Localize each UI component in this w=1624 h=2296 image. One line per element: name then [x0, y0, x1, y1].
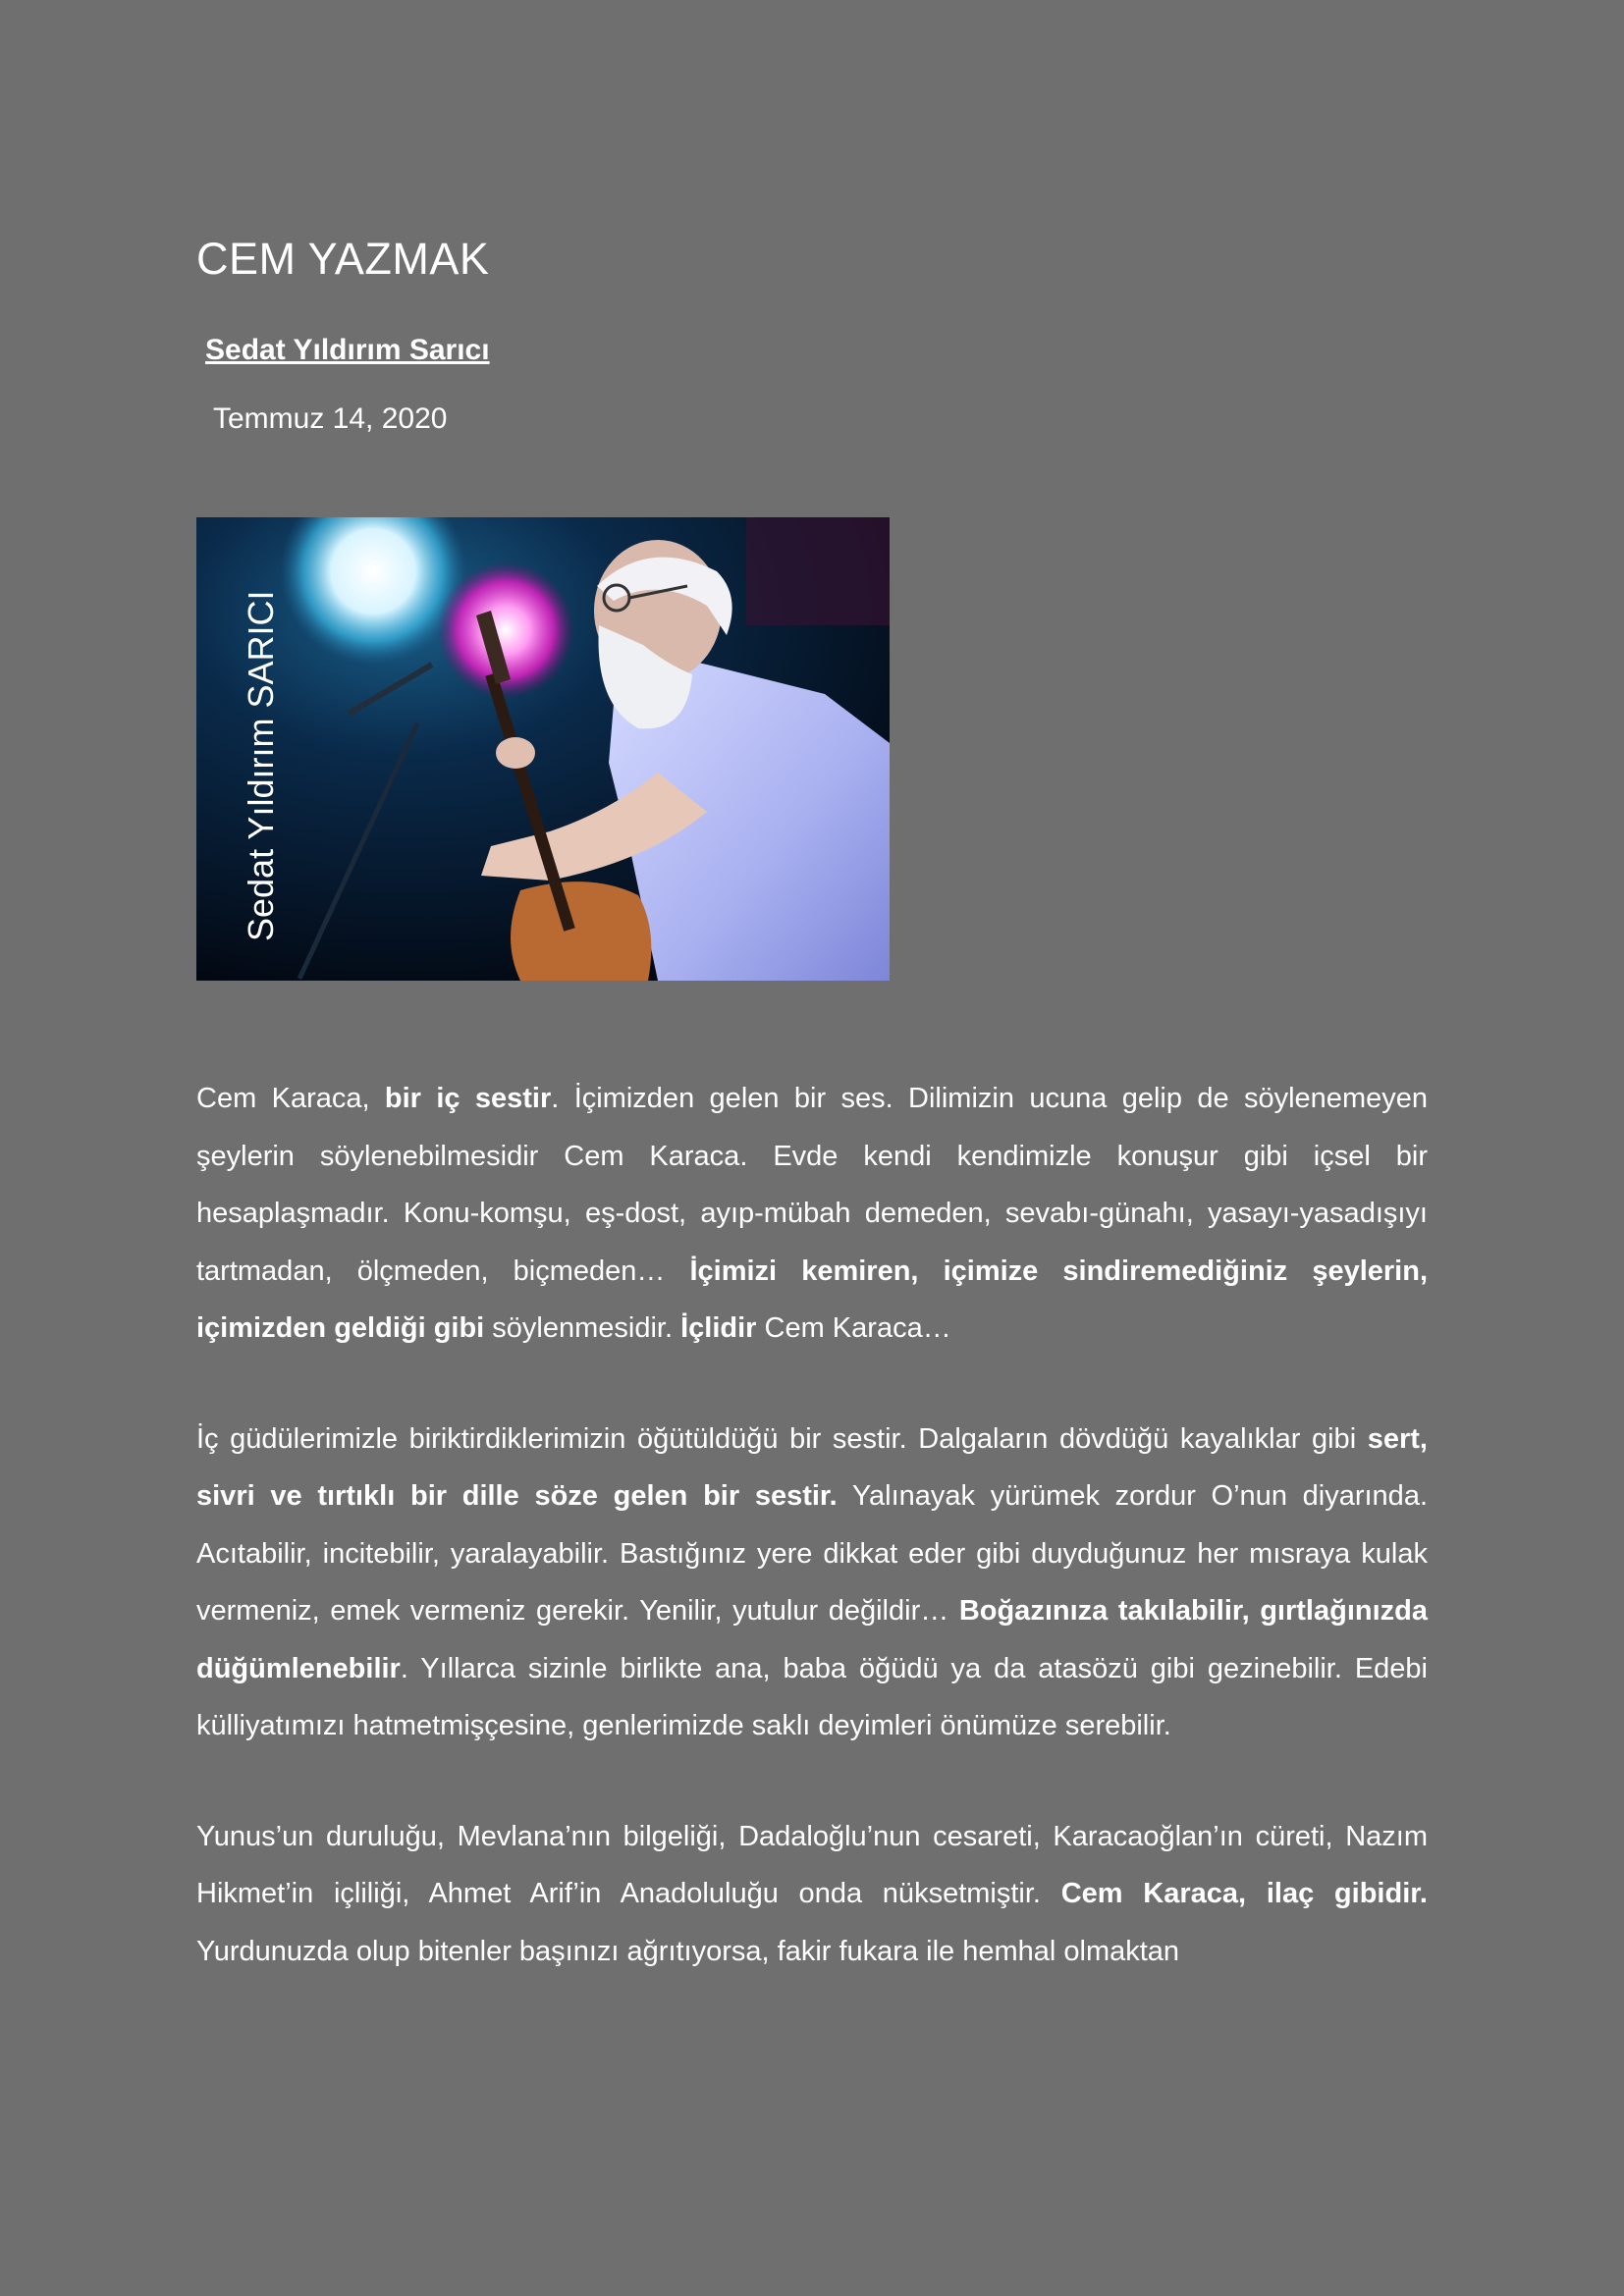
text-run: söylenmesidir. [484, 1312, 681, 1344]
photo-watermark: Sedat Yıldırım SARICI [241, 590, 281, 941]
text-run: İç güdülerimizle biriktirdiklerimizin öğütüldüğü bir sestir. Dalgaların dövdüğü kayalıklar gibi [196, 1422, 1368, 1455]
bold-text: İçlidir [680, 1312, 757, 1344]
article-paragraph [196, 1411, 1428, 1755]
bold-text: Cem Karaca, ilaç gibidir. [1060, 1878, 1428, 1909]
text-run: Yunus’un duruluğu, Mevlana’nın bilgeliği, Dadaloğlu’nun cesareti, Karacaoğlan’ın cüreti, Nazım Hikmet’in içliliği, Ahmet Arif’in Anadoluluğu onda nüksetmiştir. [196, 1820, 1428, 1909]
text-run: Yalınayak yürümek zordur O’nun diyarında. Acıtabilir, incitebilir, yaralayabilir. Bastığınız yere dikkat eder gibi duyduğunuz her mısraya kulak vermeniz, emek vermeniz gerekir. Yenilir, yutulur değildir… [196, 1480, 1428, 1627]
page-title: CEM YAZMAK [196, 234, 490, 284]
publish-date: Temmuz 14, 2020 [213, 402, 448, 435]
article-paragraph [196, 1808, 1428, 1981]
author-link[interactable]: Sedat Yıldırım Sarıcı [205, 334, 490, 366]
article-body [196, 1070, 1428, 2033]
text-run: . Yıllarca sizinle birlikte ana, baba öğüdü ya da atasözü gibi gezinebilir. Edebi külliyatımızı hatmetmişçesine, genlerimizde saklı deyimleri önümüze serebilir. [196, 1652, 1428, 1741]
bold-text: İçimizi kemiren, içimize sindiremediğiniz şeylerin, içimizden geldiği gibi [196, 1255, 1428, 1344]
article-photo [196, 517, 890, 981]
text-run: . İçimizden gelen bir ses. Dilimizin ucuna gelip de söylenemeyen şeylerin söylenebilmesidir Cem Karaca. Evde kendi kendimizle konuşur gibi içsel bir hesaplaşmadır. Konu-komşu, eş-dost, ayıp-mübah demeden, sevabı-günahı, yasayı-yasadışıyı tartmadan, ölçmeden, biçmeden… [196, 1083, 1428, 1287]
text-run: Cem Karaca, [196, 1083, 385, 1114]
bold-text: sert, sivri ve tırtıklı bir dille söze gelen bir sestir. [196, 1422, 1428, 1512]
bold-text: Boğazınıza takılabilir, gırtlağınızda düğümlenebilir [196, 1595, 1428, 1684]
article-paragraph [196, 1070, 1428, 1358]
text-run: Cem Karaca… [756, 1312, 951, 1344]
text-run: Yurdunuzda olup bitenler başınızı ağrıtıyorsa, fakir fukara ile hemhal olmaktan [196, 1935, 1180, 1967]
bold-text: bir iç sestir [384, 1083, 552, 1114]
